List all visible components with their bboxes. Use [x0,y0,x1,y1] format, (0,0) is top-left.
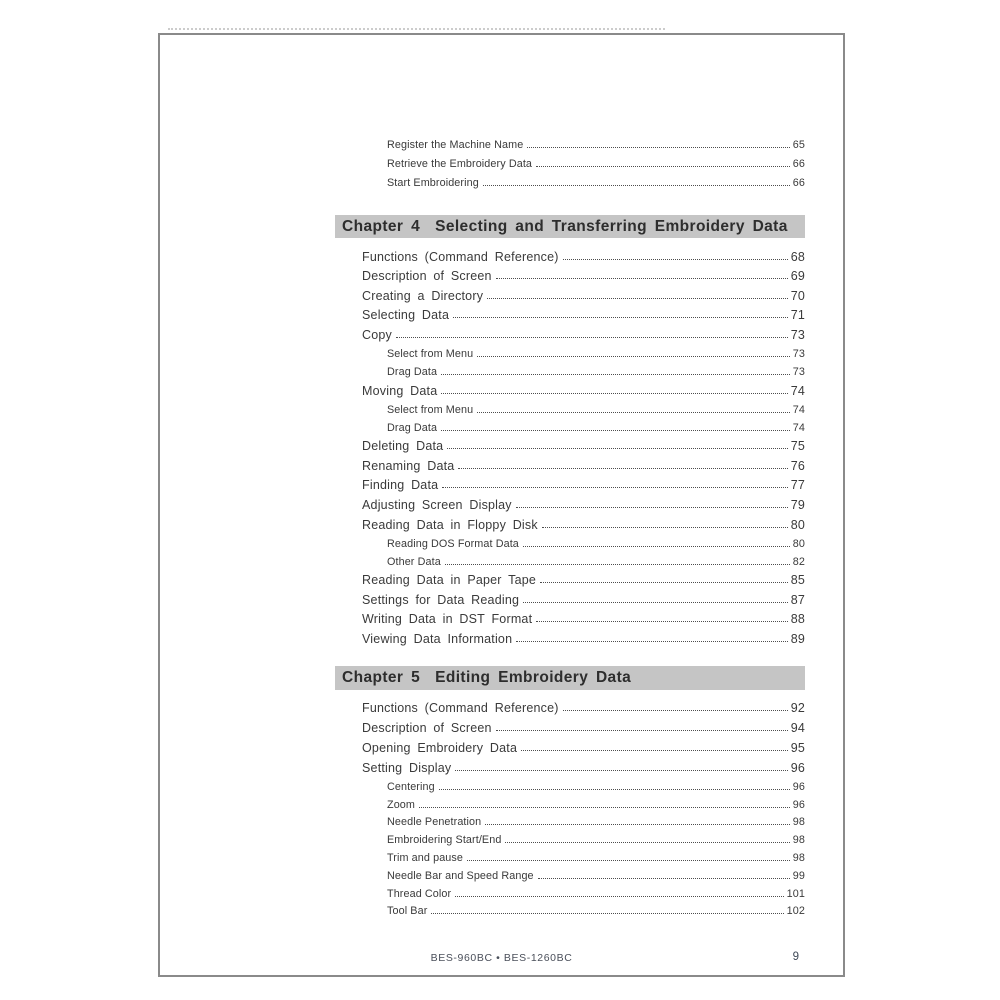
toc-entry-title: Needle Bar and Speed Range [387,869,534,882]
toc-entry-title: Copy [362,327,392,342]
chapter-5-title: Editing Embroidery Data [435,669,632,686]
toc-entry-title: Deleting Data [362,439,444,454]
toc-entry [335,882,805,900]
toc-entry [335,322,805,342]
toc-entry [335,532,805,550]
toc-entry-title: Adjusting Screen Display [362,497,512,512]
toc-leader-dots [485,824,790,825]
toc-leader-dots [538,878,790,879]
toc-leader-dots [442,487,787,488]
toc-entry-title: Drag Data [387,421,438,434]
toc-entry-title: Functions (Command Reference) [362,701,559,715]
toc-entry-page: 74 [792,403,805,416]
toc-orphan-entries [335,132,805,189]
toc-leader-dots [453,317,788,318]
toc-leader-dots [540,582,788,583]
toc-entry-page: 102 [786,905,805,918]
toc-entry [335,453,805,473]
manual-page [158,33,845,977]
toc-entry-title: Creating a Directory [362,288,484,303]
toc-entry-title: Drag Data [387,365,438,378]
toc-entry-page: 98 [792,816,805,829]
toc-leader-dots [496,278,788,279]
chapter-5-heading [335,666,805,690]
toc-leader-dots [505,842,789,843]
toc-leader-dots [439,789,790,790]
toc-entry-title: Finding Data [362,478,439,493]
toc-entry [335,151,805,170]
toc-entry-title: Description of Screen [362,269,492,284]
toc-entry-page: 73 [790,327,805,342]
toc-leader-dots [483,185,790,186]
toc-entry-page: 98 [792,834,805,847]
toc-entry-title: Register the Machine Name [387,139,524,151]
toc-entry-page: 80 [792,537,805,550]
toc-entry [335,473,805,493]
toc-entry-page: 66 [792,158,805,170]
toc-entry [335,587,805,607]
toc-entry [335,900,805,918]
toc-leader-dots [455,770,787,771]
toc-entry-page: 76 [790,458,805,473]
toc-entry-title: Start Embroidering [387,177,479,189]
toc-leader-dots [527,147,789,148]
chapter-4-label: Chapter 4 [342,218,421,235]
toc-leader-dots [542,527,788,528]
toc-entry [335,828,805,846]
toc-entry [335,360,805,378]
toc-leader-dots [441,430,790,431]
toc-entry [335,846,805,864]
toc-entry-title: Writing Data in DST Format [362,612,533,627]
toc-entry-page: 80 [790,517,805,532]
toc-leader-dots [563,259,788,260]
toc-leader-dots [419,807,790,808]
toc-leader-dots [516,507,788,508]
toc-leader-dots [523,602,788,603]
toc-entry-page: 94 [790,721,805,735]
toc-entry-page: 68 [790,249,805,264]
toc-entry-page: 73 [792,365,805,378]
chapter-4-title: Selecting and Transferring Embroidery Data [435,218,788,235]
toc-leader-dots [496,730,788,731]
toc-entry-title: Settings for Data Reading [362,592,520,607]
toc-entry-page: 75 [790,439,805,454]
scan-edge-artifact [168,28,665,30]
toc-leader-dots [516,641,787,642]
toc-entry-title: Setting Display [362,761,452,775]
toc-entry-title: Centering [387,780,435,793]
toc-leader-dots [563,710,788,711]
toc-entry-page: 77 [790,478,805,493]
toc-entry [335,811,805,829]
toc-entry-page: 99 [792,869,805,882]
toc-entry-page: 79 [790,497,805,512]
toc-entry-title: Moving Data [362,383,438,398]
toc-entry-page: 66 [792,177,805,189]
toc-entry [335,264,805,284]
toc-entry [335,607,805,627]
toc-entry-title: Other Data [387,555,441,568]
toc-entry-page: 88 [790,612,805,627]
toc-entry [335,170,805,189]
toc-entry [335,378,805,398]
toc-entry-title: Reading Data in Floppy Disk [362,517,538,532]
toc-entry [335,244,805,264]
toc-entry-title: Opening Embroidery Data [362,741,518,755]
toc-entry-page: 95 [790,741,805,755]
toc-entry [335,342,805,360]
toc-entry-page: 74 [790,383,805,398]
toc-leader-dots [536,621,787,622]
toc-entry [335,695,805,715]
toc-entry-page: 73 [792,347,805,360]
toc-entry-page: 82 [792,555,805,568]
toc-leader-dots [441,374,790,375]
toc-entry-title: Trim and pause [387,851,464,864]
toc-entry-page: 87 [790,592,805,607]
toc-entry-page: 69 [790,269,805,284]
toc-entry-title: Reading DOS Format Data [387,537,519,550]
toc-entry-page: 70 [790,288,805,303]
toc-entry [335,735,805,755]
toc-entry-page: 96 [790,761,805,775]
toc-leader-dots [536,166,790,167]
toc-entry [335,626,805,646]
toc-entry-page: 89 [790,631,805,646]
toc-entry-title: Renaming Data [362,458,455,473]
toc-leader-dots [445,564,790,565]
toc-leader-dots [431,913,783,914]
chapter-5-label: Chapter 5 [342,669,421,686]
toc-entry [335,793,805,811]
chapter-4-heading [335,215,805,238]
toc-leader-dots [477,356,790,357]
toc-leader-dots [487,298,788,299]
toc-entry [335,303,805,323]
toc-leader-dots [467,860,790,861]
toc-entry [335,398,805,416]
toc-entry-title: Embroidering Start/End [387,834,502,847]
toc-entry-title: Select from Menu [387,347,474,360]
toc-leader-dots [455,896,783,897]
toc-entry [335,434,805,454]
toc-leader-dots [477,412,790,413]
toc-entry [335,775,805,793]
footer-page-number: 9 [792,951,799,963]
toc-entry-page: 96 [792,780,805,793]
toc-entry-title: Thread Color [387,887,452,900]
toc-entry [335,283,805,303]
toc-entry [335,512,805,532]
toc-entry-page: 98 [792,851,805,864]
toc-entry-page: 65 [792,139,805,151]
toc-entry [335,416,805,434]
toc-entry [335,755,805,775]
toc-entry-title: Select from Menu [387,403,474,416]
toc-entry-title: Needle Penetration [387,816,482,829]
toc-entry-page: 92 [790,701,805,715]
toc-entry-page: 74 [792,421,805,434]
toc-entry-title: Description of Screen [362,721,492,735]
toc-entry-page: 101 [786,887,805,900]
toc-leader-dots [458,468,787,469]
toc-leader-dots [447,448,787,449]
toc-entry-title: Reading Data in Paper Tape [362,573,537,588]
toc-leader-dots [521,750,788,751]
chapter-5-entries [335,695,805,917]
toc-entry-title: Selecting Data [362,308,450,323]
toc-entry [335,550,805,568]
footer-model-names: BES-960BC • BES-1260BC [430,952,573,964]
toc-entry-title: Retrieve the Embroidery Data [387,158,533,170]
toc-leader-dots [441,393,787,394]
chapter-4-entries [335,244,805,646]
toc-entry-title: Functions (Command Reference) [362,249,559,264]
toc-leader-dots [396,337,788,338]
toc-entry-title: Tool Bar [387,905,428,918]
toc-entry [335,132,805,151]
toc-entry-page: 71 [790,308,805,323]
toc-entry-title: Viewing Data Information [362,631,513,646]
toc-entry [335,715,805,735]
toc-entry [335,492,805,512]
toc-entry-page: 85 [790,573,805,588]
toc-entry-page: 96 [792,798,805,811]
toc-entry-title: Zoom [387,798,415,811]
toc-entry [335,568,805,588]
toc-entry [335,864,805,882]
toc-leader-dots [523,546,790,547]
